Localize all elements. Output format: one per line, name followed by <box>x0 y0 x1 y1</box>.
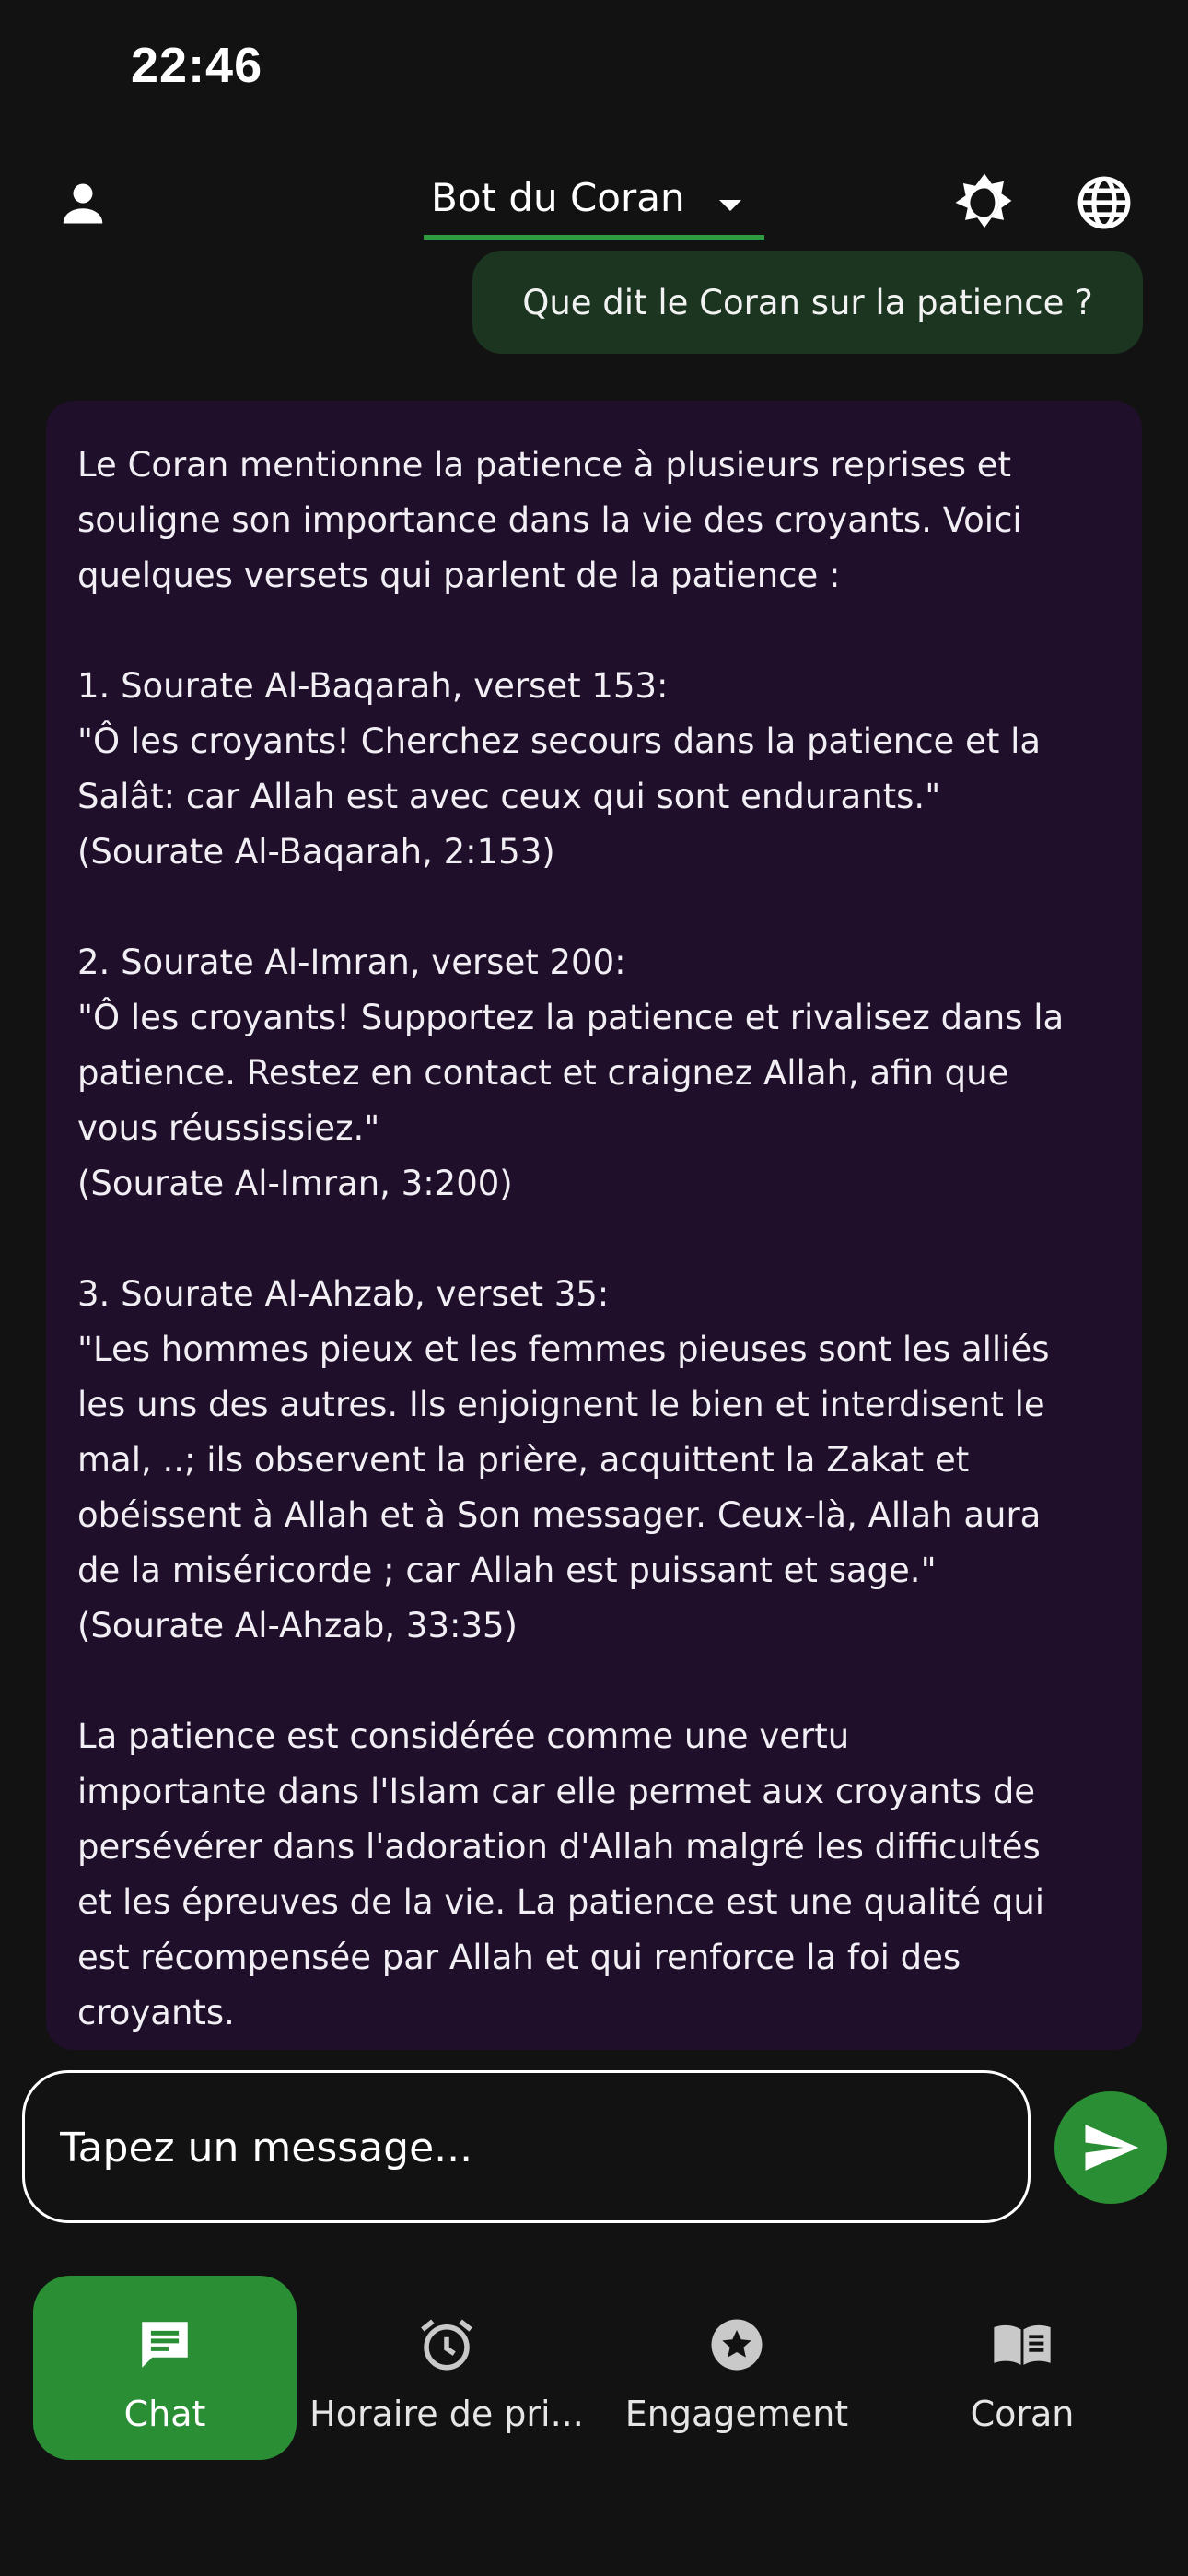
user-message-text: Que dit le Coran sur la patience ? <box>522 282 1093 322</box>
message-input[interactable] <box>58 2110 983 2185</box>
language-button[interactable] <box>1066 164 1143 241</box>
selector-underline <box>424 235 764 240</box>
chat-icon <box>134 2314 195 2375</box>
nav-item-chat[interactable] <box>33 2276 297 2460</box>
bot-message-text: Le Coran mentionne la patience à plusieurs reprises et souligne son importance dans la vie des croyants. Voici quelques versets qui parlent de la patience : 1. Sourate Al-Baqarah, verset 153: "Ô les croyants! Cherchez secours dans la patience et la Salât: car Allah est avec ceux qui sont endurants." (Sourate Al-Baqarah, 2:153) 2. Sourate Al-Imran, verset 200: "Ô les croyants! Supportez la patience et rivalisez dans la patience. Restez en contact et craignez Allah, afin que vous réussissiez." (Sourate Al-Imran, 3:200) 3. Sourate Al-Ahzab, verset 35: "Les hommes pieux et les femmes pieuses sont les alliés les uns des autres. Ils enjoignent le bien et interdisent le mal, ..; ils observent la prière, acquittent la Zakat et obéissent à Allah et à Son messager. Ceux-là, Allah aura de la miséricorde ; car Allah est puissant et sage." (Sourate Al-Ahzab, 33:35) La patience est considérée comme une vertu importante dans l'Islam car elle permet aux croyants de persévérer dans l'adoration d'Allah malgré les difficultés et les épreuves de la vie. La patience est une qualité qui est récompensée par Allah et qui renforce la foi des croyants. <box>77 445 1065 2032</box>
book-icon <box>990 2313 1054 2377</box>
nav-label-coran: Coran <box>970 2394 1075 2434</box>
caret-down-icon <box>716 197 744 214</box>
user-message-bubble <box>472 251 1143 354</box>
globe-icon <box>1076 174 1133 231</box>
nav-item-prayer-times[interactable] <box>309 2276 584 2460</box>
nav-label-chat: Chat <box>123 2394 206 2434</box>
theme-toggle-button[interactable] <box>946 164 1023 241</box>
brightness-icon <box>951 170 1018 236</box>
send-button[interactable] <box>1054 2091 1167 2204</box>
bot-selector-label: Bot du Coran <box>431 175 685 220</box>
alarm-icon <box>416 2314 477 2375</box>
star-circle-icon <box>706 2314 767 2375</box>
nav-item-coran[interactable] <box>903 2276 1142 2460</box>
bottom-navigation <box>0 2266 1188 2469</box>
nav-label-engagement: Engagement <box>624 2394 849 2434</box>
top-app-bar <box>0 138 1188 249</box>
profile-button[interactable] <box>44 164 122 241</box>
nav-label-prayer-times: Horaire de pri... <box>309 2394 584 2434</box>
bot-message-bubble <box>46 401 1142 2050</box>
user-icon <box>55 175 111 230</box>
send-icon <box>1080 2117 1141 2178</box>
nav-item-engagement[interactable] <box>608 2276 866 2460</box>
bot-selector-dropdown[interactable] <box>424 157 764 240</box>
status-time: 22:46 <box>131 38 263 93</box>
message-composer <box>22 2070 1031 2223</box>
